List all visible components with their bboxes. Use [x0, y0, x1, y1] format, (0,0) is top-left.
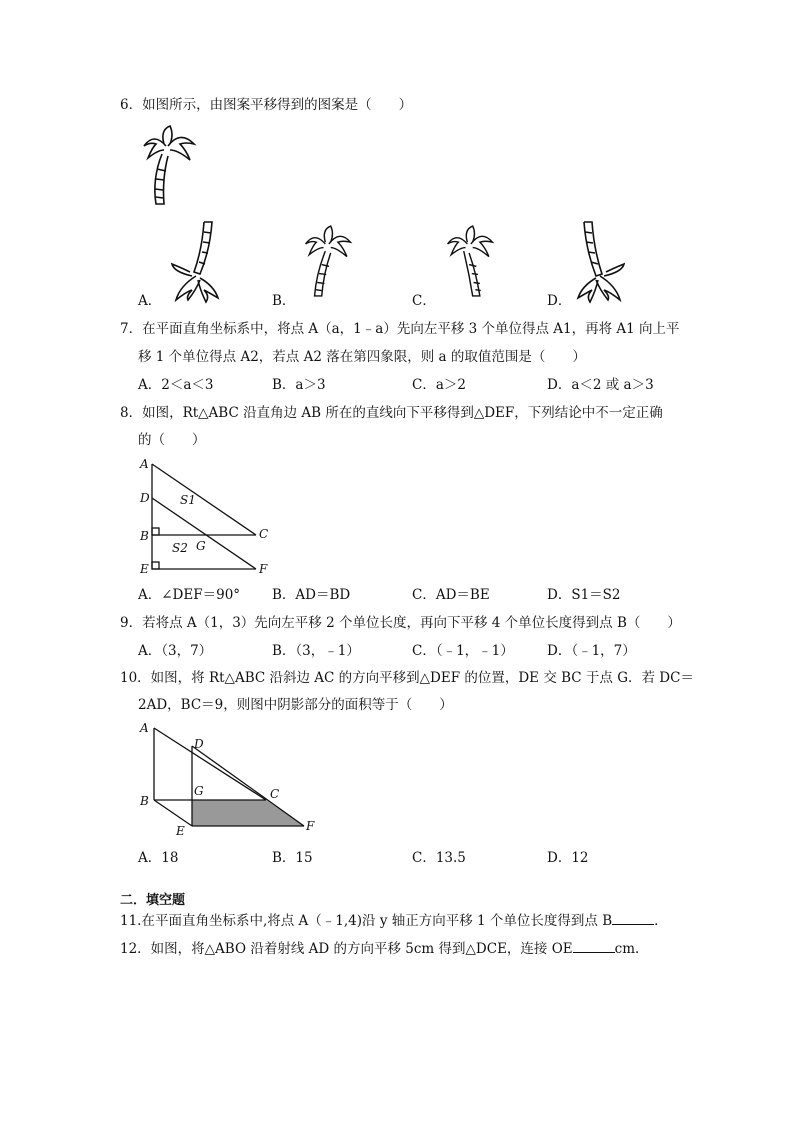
q10-label-a: A: [140, 721, 149, 735]
q6-option-b[interactable]: B．: [272, 293, 296, 309]
q7-option-c[interactable]: C．a＞2: [412, 377, 466, 393]
q10-label-d: D: [194, 737, 204, 751]
q8-stem-line1: 8．如图，Rt△ABC 沿直角边 AB 所在的直线向下平移得到△DEF，下列结论中不一定正确: [120, 405, 663, 421]
option-b-palm-icon: [302, 220, 354, 302]
q12-tail: cm．: [614, 941, 649, 957]
q8-stem-line2: 的（ ）: [138, 432, 206, 448]
q9-option-c[interactable]: C．（﹣1，﹣1）: [412, 643, 514, 659]
q12-stem: 12．如图，将△ABO 沿着射线 AD 的方向平移 5cm 得到△DCE，连接 OE: [120, 941, 573, 957]
q8-label-c: C: [259, 527, 269, 541]
q10-label-b: B: [140, 794, 149, 808]
q9-option-b[interactable]: B．（3，﹣1）: [272, 643, 360, 659]
q8-label-f: F: [259, 562, 268, 576]
q10-stem-line1: 10．如图，将 Rt△ABC 沿斜边 AC 的方向平移到△DEF 的位置，DE 交 BC 于点 G．若 DC＝: [120, 670, 694, 686]
q8-label-a: A: [140, 457, 149, 471]
q6-option-a[interactable]: A．: [138, 293, 162, 309]
q10-stem-line2: 2AD，BC＝9，则图中阴影部分的面积等于（ ）: [138, 697, 453, 713]
option-d-palm-icon: [576, 220, 626, 302]
q11-stem: 11.在平面直角坐标系中,将点 A（﹣1,4)沿 y 轴正方向平移 1 个单位长度得到点 B: [120, 913, 613, 929]
q8-diagram: [134, 454, 284, 578]
q9-option-d[interactable]: D．（﹣1，7）: [547, 643, 636, 659]
palm-tree-icon: [140, 124, 198, 206]
q7-option-b[interactable]: B．a＞3: [272, 377, 326, 393]
q9-option-a[interactable]: A．（3，7）: [138, 643, 213, 659]
q10-label-f: F: [306, 819, 315, 833]
q8-label-g: G: [196, 539, 206, 553]
q8-label-e: E: [140, 562, 149, 576]
q6-option-c[interactable]: C．: [412, 293, 436, 309]
q11-line: [120, 912, 668, 930]
q6-stem: 6．如图所示，由图案平移得到的图案是（ ）: [120, 97, 413, 113]
q8-label-b: B: [140, 529, 149, 543]
q7-stem-line2: 移 1 个单位得点 A2，若点 A2 落在第四象限，则 a 的取值范围是（ ）: [138, 349, 586, 365]
option-c-palm-icon: [444, 220, 496, 302]
q8-option-a[interactable]: A．∠DEF＝90°: [138, 587, 241, 603]
option-a-palm-icon: [170, 220, 220, 302]
q12-line: [120, 940, 649, 958]
q10-option-b[interactable]: B．15: [272, 850, 313, 866]
q10-option-a[interactable]: A．18: [138, 850, 179, 866]
q8-option-b[interactable]: B．AD＝BD: [272, 587, 351, 603]
q10-diagram: [134, 718, 324, 840]
q7-stem-line1: 7．在平面直角坐标系中，将点 A（a，1﹣a）先向左平移 3 个单位得点 A1，再将 A1 向上平: [120, 321, 680, 337]
q8-option-c[interactable]: C．AD＝BE: [412, 587, 490, 603]
q10-label-g: G: [194, 784, 204, 798]
section-title: 二．填空题: [120, 893, 186, 908]
q11-tail: ．: [654, 913, 668, 929]
q8-label-d: D: [140, 491, 150, 505]
q9-stem: 9．若将点 A（1，3）先向左平移 2 个单位长度，再向下平移 4 个单位长度得到点 B（ ）: [120, 615, 681, 631]
q6-option-d[interactable]: D．: [547, 293, 572, 309]
q11-answer-blank[interactable]: [612, 912, 654, 925]
q7-option-d[interactable]: D．a＜2 或 a＞3: [547, 377, 654, 393]
q10-label-e: E: [176, 824, 185, 838]
q8-label-s1: S1: [180, 493, 196, 507]
q8-option-d[interactable]: D．S1＝S2: [547, 587, 621, 603]
q10-label-c: C: [270, 787, 280, 801]
q12-answer-blank[interactable]: [573, 940, 615, 953]
q8-label-s2: S2: [172, 541, 188, 555]
q10-option-d[interactable]: D．12: [547, 850, 589, 866]
q10-option-c[interactable]: C．13.5: [412, 850, 466, 866]
q7-option-a[interactable]: A．2＜a＜3: [138, 377, 214, 393]
